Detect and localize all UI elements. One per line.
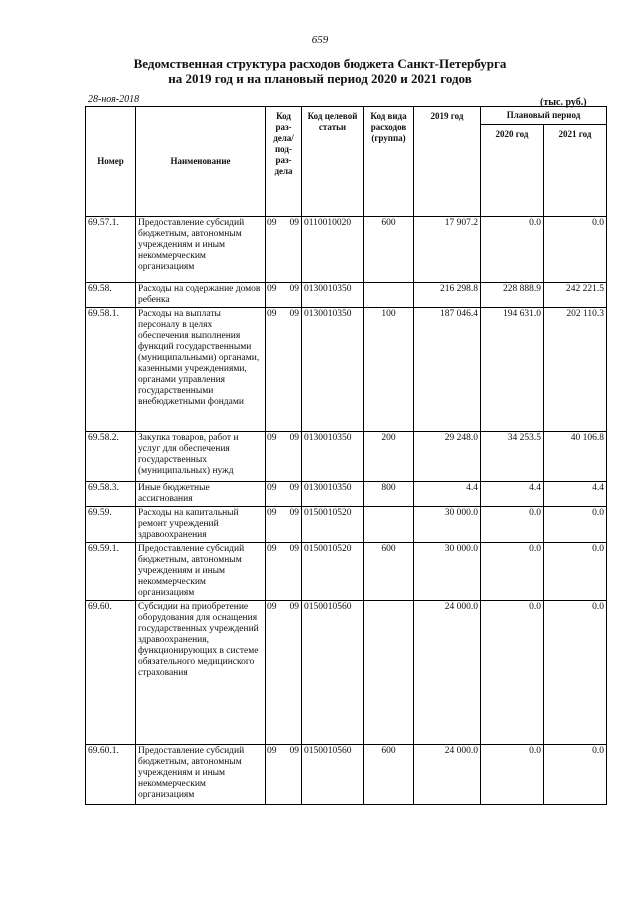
row-2019: 24 000.0: [414, 745, 481, 805]
row-razdel: 09: [267, 483, 277, 493]
document-title: [0, 56, 640, 86]
row-2021: 4.4: [544, 482, 607, 507]
row-section: [266, 543, 302, 601]
row-number: 69.58.1.: [86, 308, 136, 432]
row-podrazdel: 09: [289, 433, 299, 443]
header-2019: 2019 год: [414, 107, 481, 217]
table-row: [86, 543, 607, 601]
row-2019: 30 000.0: [414, 507, 481, 543]
row-kind: [364, 601, 414, 745]
row-section: [266, 217, 302, 283]
row-razdel: 09: [267, 433, 277, 443]
row-name: Субсидии на приобретение оборудования для оснащения государственных учреждений здравоохранения, функционирующих в системе обязательного медицинского страхования: [136, 601, 266, 745]
row-section: [266, 745, 302, 805]
row-2019: 4.4: [414, 482, 481, 507]
row-podrazdel: 09: [289, 508, 299, 518]
row-2020: 34 253.5: [481, 432, 544, 482]
row-razdel: 09: [267, 746, 277, 756]
row-2021: 40 106.8: [544, 432, 607, 482]
page-number: 659: [311, 34, 329, 46]
document-date: 28-ноя-2018: [88, 94, 140, 105]
row-2021: 0.0: [544, 217, 607, 283]
row-number: 69.58.2.: [86, 432, 136, 482]
row-podrazdel: 09: [289, 602, 299, 612]
row-2020: 0.0: [481, 507, 544, 543]
row-name: Иные бюджетные ассигнования: [136, 482, 266, 507]
row-2021: 0.0: [544, 507, 607, 543]
row-2020: 0.0: [481, 601, 544, 745]
row-2021: 0.0: [544, 601, 607, 745]
row-podrazdel: 09: [289, 483, 299, 493]
row-number: 69.57.1.: [86, 217, 136, 283]
row-2020: 0.0: [481, 543, 544, 601]
row-2020: 228 888.9: [481, 283, 544, 308]
row-razdel: 09: [267, 508, 277, 518]
row-2019: 187 046.4: [414, 308, 481, 432]
table-row: [86, 308, 607, 432]
row-podrazdel: 09: [289, 544, 299, 554]
row-kind: 600: [364, 543, 414, 601]
row-number: 69.59.1.: [86, 543, 136, 601]
row-2019: 17 907.2: [414, 217, 481, 283]
row-kind: 800: [364, 482, 414, 507]
row-2021: 202 110.3: [544, 308, 607, 432]
header-number: Номер: [86, 107, 136, 217]
row-2020: 4.4: [481, 482, 544, 507]
row-2020: 0.0: [481, 217, 544, 283]
row-section: [266, 308, 302, 432]
row-target: 0150010560: [302, 745, 364, 805]
table-row: [86, 482, 607, 507]
header-name: Наименование: [136, 107, 266, 217]
row-2021: 242 221.5: [544, 283, 607, 308]
header-target: Код целевой статьи: [302, 107, 364, 217]
budget-table: [85, 106, 607, 805]
row-name: Предоставление субсидий бюджетным, автономным учреждениям и иным некоммерческим организациям: [136, 745, 266, 805]
row-razdel: 09: [267, 284, 277, 294]
row-number: 69.58.3.: [86, 482, 136, 507]
table-row: [86, 507, 607, 543]
row-target: 0130010350: [302, 308, 364, 432]
units-label: (тыс. руб.): [540, 97, 587, 108]
row-razdel: 09: [267, 309, 277, 319]
row-kind: 600: [364, 217, 414, 283]
row-target: 0130010350: [302, 482, 364, 507]
row-number: 69.58.: [86, 283, 136, 308]
row-2019: 24 000.0: [414, 601, 481, 745]
row-target: 0130010350: [302, 283, 364, 308]
row-name: Предоставление субсидий бюджетным, автономным учреждениям и иным некоммерческим организациям: [136, 543, 266, 601]
table-row: [86, 745, 607, 805]
row-2020: 194 631.0: [481, 308, 544, 432]
row-kind: 600: [364, 745, 414, 805]
title-line-2: на 2019 год и на плановый период 2020 и 2021 годов: [168, 71, 472, 86]
row-number: 69.60.: [86, 601, 136, 745]
table-row: [86, 283, 607, 308]
title-line-1: Ведомственная структура расходов бюджета Санкт-Петербурга: [133, 56, 507, 71]
row-section: [266, 283, 302, 308]
table-row: [86, 432, 607, 482]
row-2021: 0.0: [544, 543, 607, 601]
row-name: Расходы на содержание домов ребенка: [136, 283, 266, 308]
row-section: [266, 507, 302, 543]
row-section: [266, 482, 302, 507]
row-section: [266, 432, 302, 482]
row-target: 0150010560: [302, 601, 364, 745]
table-row: [86, 217, 607, 283]
row-razdel: 09: [267, 544, 277, 554]
row-target: 0150010520: [302, 507, 364, 543]
row-2021: 0.0: [544, 745, 607, 805]
row-podrazdel: 09: [289, 284, 299, 294]
row-target: 0130010350: [302, 432, 364, 482]
row-kind: [364, 283, 414, 308]
row-name: Расходы на капитальный ремонт учреждений здравоохранения: [136, 507, 266, 543]
row-name: Расходы на выплаты персоналу в целях обеспечения выполнения функций государственными (муниципальными) органами, казенными учреждениями, органами управления государственными внебюджетными фондами: [136, 308, 266, 432]
row-razdel: 09: [267, 218, 277, 228]
row-kind: 200: [364, 432, 414, 482]
row-razdel: 09: [267, 602, 277, 612]
row-number: 69.59.: [86, 507, 136, 543]
row-2019: 29 248.0: [414, 432, 481, 482]
header-2021: 2021 год: [544, 125, 607, 217]
row-target: 0110010020: [302, 217, 364, 283]
row-2019: 216 298.8: [414, 283, 481, 308]
row-section: [266, 601, 302, 745]
header-2020: 2020 год: [481, 125, 544, 217]
row-podrazdel: 09: [289, 309, 299, 319]
row-kind: [364, 507, 414, 543]
row-name: Предоставление субсидий бюджетным, автономным учреждениям и иным некоммерческим организациям: [136, 217, 266, 283]
header-kind: Код вида расходов (группа): [364, 107, 414, 217]
header-section: Код раз-дела/ под-раз-дела: [266, 107, 302, 217]
row-2019: 30 000.0: [414, 543, 481, 601]
row-2020: 0.0: [481, 745, 544, 805]
table-row: [86, 601, 607, 745]
row-target: 0150010520: [302, 543, 364, 601]
row-number: 69.60.1.: [86, 745, 136, 805]
row-podrazdel: 09: [289, 746, 299, 756]
row-kind: 100: [364, 308, 414, 432]
row-name: Закупка товаров, работ и услуг для обеспечения государственных (муниципальных) нужд: [136, 432, 266, 482]
header-plan-period: Плановый период: [481, 107, 607, 125]
row-podrazdel: 09: [289, 218, 299, 228]
